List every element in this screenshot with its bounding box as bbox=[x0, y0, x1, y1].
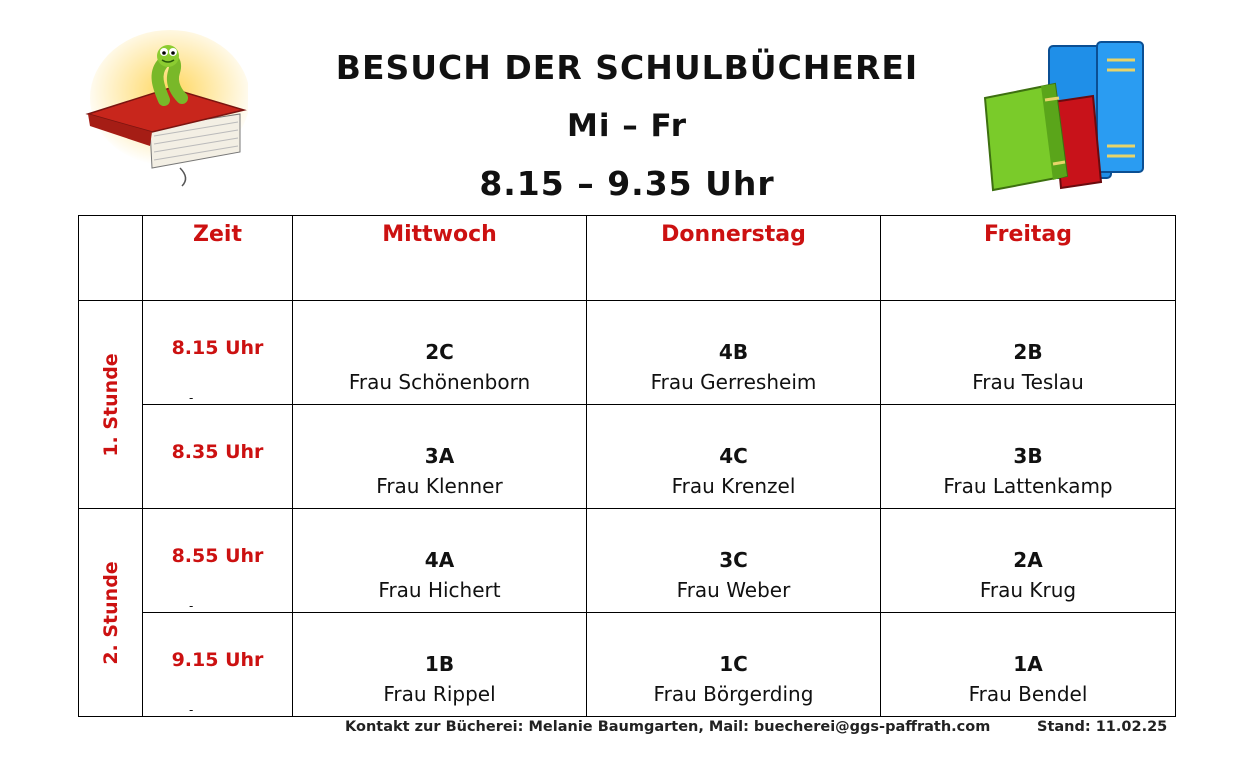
days-subtitle: Mi – Fr bbox=[566, 108, 688, 144]
slot-cell bbox=[587, 405, 881, 509]
time-cell: 9.15 Uhr - bbox=[143, 613, 293, 717]
class-label: 1A bbox=[1013, 652, 1043, 676]
page-title: BESUCH DER SCHULBÜCHEREI bbox=[335, 48, 919, 87]
slot-cell bbox=[881, 301, 1176, 405]
header-thursday-cell bbox=[587, 216, 881, 301]
period-label: 2. Stunde bbox=[99, 560, 122, 665]
class-label: 3B bbox=[1013, 444, 1043, 468]
slot-cell bbox=[587, 301, 881, 405]
slot-cell bbox=[587, 613, 881, 717]
header-wednesday-cell bbox=[293, 216, 587, 301]
schedule-table bbox=[78, 215, 1176, 717]
teacher-label: Frau Lattenkamp bbox=[943, 474, 1113, 498]
teacher-label: Frau Rippel bbox=[383, 682, 496, 706]
time-subtitle: 8.15 – 9.35 Uhr bbox=[479, 164, 775, 203]
teacher-label: Frau Börgerding bbox=[653, 682, 814, 706]
slot-cell bbox=[881, 613, 1176, 717]
time-label: 9.15 Uhr bbox=[171, 649, 264, 671]
slot-cell bbox=[881, 405, 1176, 509]
header-row bbox=[79, 216, 1176, 301]
teacher-label: Frau Krenzel bbox=[671, 474, 796, 498]
time-label: 8.15 Uhr bbox=[171, 337, 264, 359]
period-label: 1. Stunde bbox=[99, 352, 122, 457]
time-label: 8.35 Uhr bbox=[171, 441, 264, 463]
header-wednesday: Mittwoch bbox=[382, 222, 497, 247]
teacher-label: Frau Bendel bbox=[968, 682, 1088, 706]
slot-cell bbox=[293, 301, 587, 405]
slot-cell bbox=[293, 613, 587, 717]
table-row bbox=[79, 405, 1176, 509]
header-thursday: Donnerstag bbox=[661, 222, 806, 247]
corner-cell bbox=[79, 216, 143, 301]
table-row bbox=[79, 509, 1176, 613]
stand-date: Stand: 11.02.25 bbox=[1037, 719, 1168, 735]
slot-cell bbox=[881, 509, 1176, 613]
class-label: 4A bbox=[424, 548, 455, 572]
class-label: 3C bbox=[719, 548, 748, 572]
class-label: 2A bbox=[1013, 548, 1043, 572]
table-row bbox=[79, 301, 1176, 405]
class-label: 4C bbox=[719, 444, 748, 468]
class-label: 1B bbox=[424, 652, 455, 676]
class-label: 2B bbox=[1013, 340, 1043, 364]
slot-cell bbox=[293, 405, 587, 509]
time-cell: 8.55 Uhr - bbox=[143, 509, 293, 613]
class-label: 1C bbox=[719, 652, 748, 676]
teacher-label: Frau Klenner bbox=[376, 474, 503, 498]
teacher-label: Frau Teslau bbox=[972, 370, 1084, 394]
header-friday-cell bbox=[881, 216, 1176, 301]
class-label: 3A bbox=[424, 444, 455, 468]
slot-cell bbox=[293, 509, 587, 613]
teacher-label: Frau Schönenborn bbox=[348, 370, 531, 394]
header-friday: Freitag bbox=[983, 222, 1073, 247]
teacher-label: Frau Hichert bbox=[378, 578, 501, 602]
table-row bbox=[79, 613, 1176, 717]
time-cell bbox=[143, 405, 293, 509]
contact-footer: Kontakt zur Bücherei: Melanie Baumgarten, Mail: buecherei@ggs-paffrath.com bbox=[345, 719, 991, 735]
period-cell bbox=[79, 509, 143, 717]
time-cell: 8.15 Uhr - bbox=[143, 301, 293, 405]
header-time: Zeit bbox=[193, 222, 242, 247]
time-label: 8.55 Uhr bbox=[171, 545, 264, 567]
teacher-label: Frau Gerresheim bbox=[650, 370, 817, 394]
class-label: 4B bbox=[718, 340, 749, 364]
teacher-label: Frau Weber bbox=[676, 578, 791, 602]
class-label: 2C bbox=[425, 340, 454, 364]
period-cell bbox=[79, 301, 143, 509]
teacher-label: Frau Krug bbox=[979, 578, 1077, 602]
slot-cell bbox=[587, 509, 881, 613]
header-time-cell bbox=[143, 216, 293, 301]
